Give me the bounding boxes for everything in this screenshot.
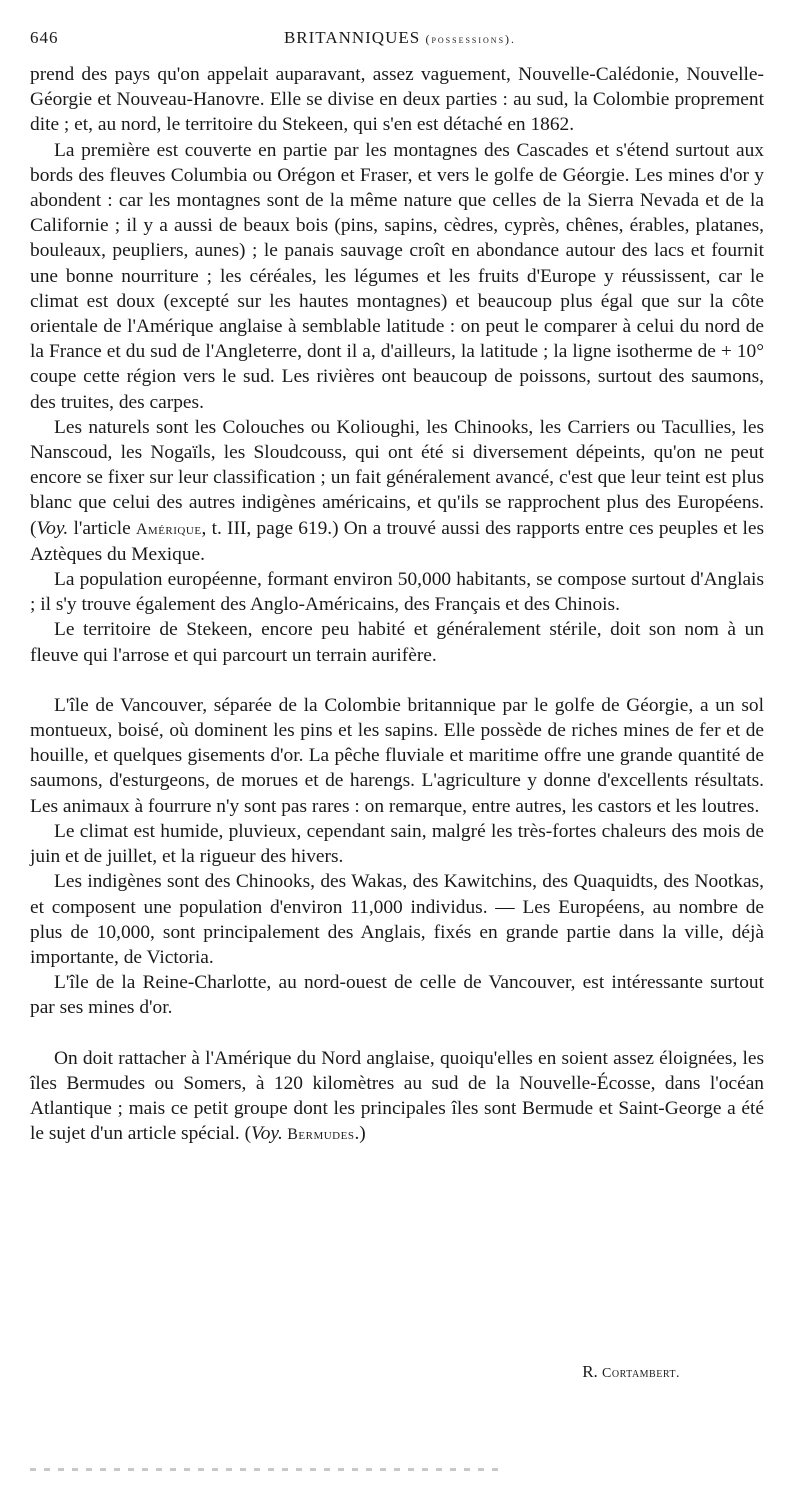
paragraph-4: La population européenne, formant environ 50,000 habitants, se compose surtout d'Anglais ; il s'y trouve également des Anglo-Américains, des Français et des Chinois. bbox=[30, 569, 764, 616]
paragraph-1: prend des pays qu'on appelait auparavant, assez vaguement, Nouvelle-Calédonie, Nouvelle-Géorgie et Nouveau-Hanovre. Elle se divise en deux parties : au sud, la Colombie proprement dite ; et, au nord, le territoire du Stekeen, qui s'en est détaché en 1862. bbox=[30, 64, 764, 136]
signature-initial: R. bbox=[582, 1362, 598, 1381]
paragraph-9: L'île de la Reine-Charlotte, au nord-ouest de celle de Vancouver, est intéressante surtout par ses mines d'or. bbox=[30, 972, 764, 1019]
paragraph-8: Les indigènes sont des Chinooks, des Wakas, des Kawitchins, des Quaquidts, des Nootkas, et composent une population d'environ 11,000 individus. — Les Européens, au nombre de plus de 10,000, sont principalement des Anglais, fixés en grande partie dans la ville, déjà importante, de Victoria. bbox=[30, 871, 764, 968]
cross-ref-bermudes: Bermudes bbox=[282, 1126, 355, 1144]
cross-ref-amerique: Amérique bbox=[135, 520, 202, 538]
article-body bbox=[30, 62, 764, 1147]
paragraph-3-text: Les naturels sont les Colouches ou Kolioughi, les Chinooks, les Carriers ou Tacullies, les Nanscoud, les Nogaïls, les Sloudcouss, qui ont été si diversement dépeints, qu'on ne peut encore se fixer sur leur classification ; un fait généralement avancé, c'est que leur teint est plus blanc que celui des autres indigènes américains, et qu'ils se rapprochent plus des Européens. bbox=[30, 416, 764, 514]
footer-scan-artifact bbox=[30, 1468, 500, 1471]
page-header bbox=[30, 28, 770, 54]
running-title bbox=[30, 28, 770, 48]
paragraph-7: Le climat est humide, pluvieux, cependant sain, malgré les très-fortes chaleurs des mois de juin et de juillet, et la rigueur des hivers. bbox=[30, 820, 764, 868]
running-title-sub: (possessions). bbox=[425, 32, 517, 46]
paragraph-2: La première est couverte en partie par les montagnes des Cascades et s'étend surtout aux bords des fleuves Columbia ou Orégon et Fraser, et vers le golfe de Géorgie. Les mines d'or y abondent : car les montagnes sont de la même nature que celles de la Sierra Nevada et de la Californie ; il y a aussi de beaux bois (pins, sapins, cèdres, cyprès, chênes, érables, platanes, bouleaux, peupliers, aunes) ; le panais sauvage croît en abondance autour des lacs et fournit une bonne nourriture ; les céréales, les légumes et les fruits d'Europe y réussissent, car le climat est doux (excepté sur les hautes montagnes) et beaucoup plus égal que sur la côte orientale de l'Amérique anglaise à semblable latitude : on peut le comparer à celui du nord de la France et du sud de l'Angleterre, dont il a, d'ailleurs, la latitude ; la ligne isotherme de + 10° coupe cette région vers le sud. Les rivières ont beaucoup de poissons, surtout des saumons, des truites, des carpes. bbox=[30, 139, 764, 413]
running-title-main: BRITANNIQUES bbox=[283, 28, 421, 47]
paragraph-10: On doit rattacher à l'Amérique du Nord anglaise, quoiqu'elles en soient assez éloignées, les îles Bermudes ou Somers, à 120 kilomètres au sud de la Nouvelle-Écosse, dans l'océan Atlantique ; mais ce petit groupe dont les principales îles sont Bermude et Saint-George a été le sujet d'un article spécial. (Voy. Bermudes.) bbox=[30, 1047, 764, 1145]
signature-name: Cortambert. bbox=[602, 1366, 680, 1381]
paragraph-5: Le territoire de Stekeen, encore peu habité et généralement stérile, doit son nom à un fleuve qui l'arrose et qui parcourt un terrain aurifère. bbox=[30, 619, 764, 666]
voy-ref: Voy. bbox=[36, 517, 69, 539]
paragraph-6: L'île de Vancouver, séparée de la Colombie britannique par le golfe de Géorgie, a un sol montueux, boisé, où dominent les pins et les sapins. Elle possède de riches mines de fer et de houille, et quelques gisements d'or. La pêche fluviale et maritime offre une grande quantité de saumons, d'esturgeons, de morues et de harengs. L'agriculture y donne d'excellents résultats. Les animaux à fourrure n'y sont pas rares : on remarque, entre autres, les castors et les loutres. bbox=[30, 694, 764, 817]
paragraph-3: Les naturels sont les Colouches ou Kolioughi, les Chinooks, les Carriers ou Tacullies, les Nanscoud, les Nogaïls, les Sloudcouss, qui ont été si diversement dépeints, qu'on ne peut encore se fixer sur leur classification ; un fait généralement avancé, c'est que leur teint est plus blanc que celui des autres indigènes américains, et qu'ils se rapprochent plus des Européens. (Voy. l'article Amérique, t. III, page 619.) On a trouvé aussi des rapports entre ces peuples et les Aztèques du Mexique. bbox=[30, 416, 764, 565]
author-signature bbox=[0, 1362, 680, 1382]
paragraph-10-text: On doit rattacher à l'Amérique du Nord anglaise, quoiqu'elles en soient assez éloignées, les îles Bermudes ou Somers, à 120 kilomètres au sud de la Nouvelle-Écosse, dans l'océan Atlantique ; mais ce petit groupe dont les principales îles sont Bermude et Saint-George a été le sujet d'un article spécial. bbox=[30, 1047, 764, 1145]
voy-ref: Voy. bbox=[251, 1123, 283, 1145]
page-number: 646 bbox=[30, 28, 59, 47]
